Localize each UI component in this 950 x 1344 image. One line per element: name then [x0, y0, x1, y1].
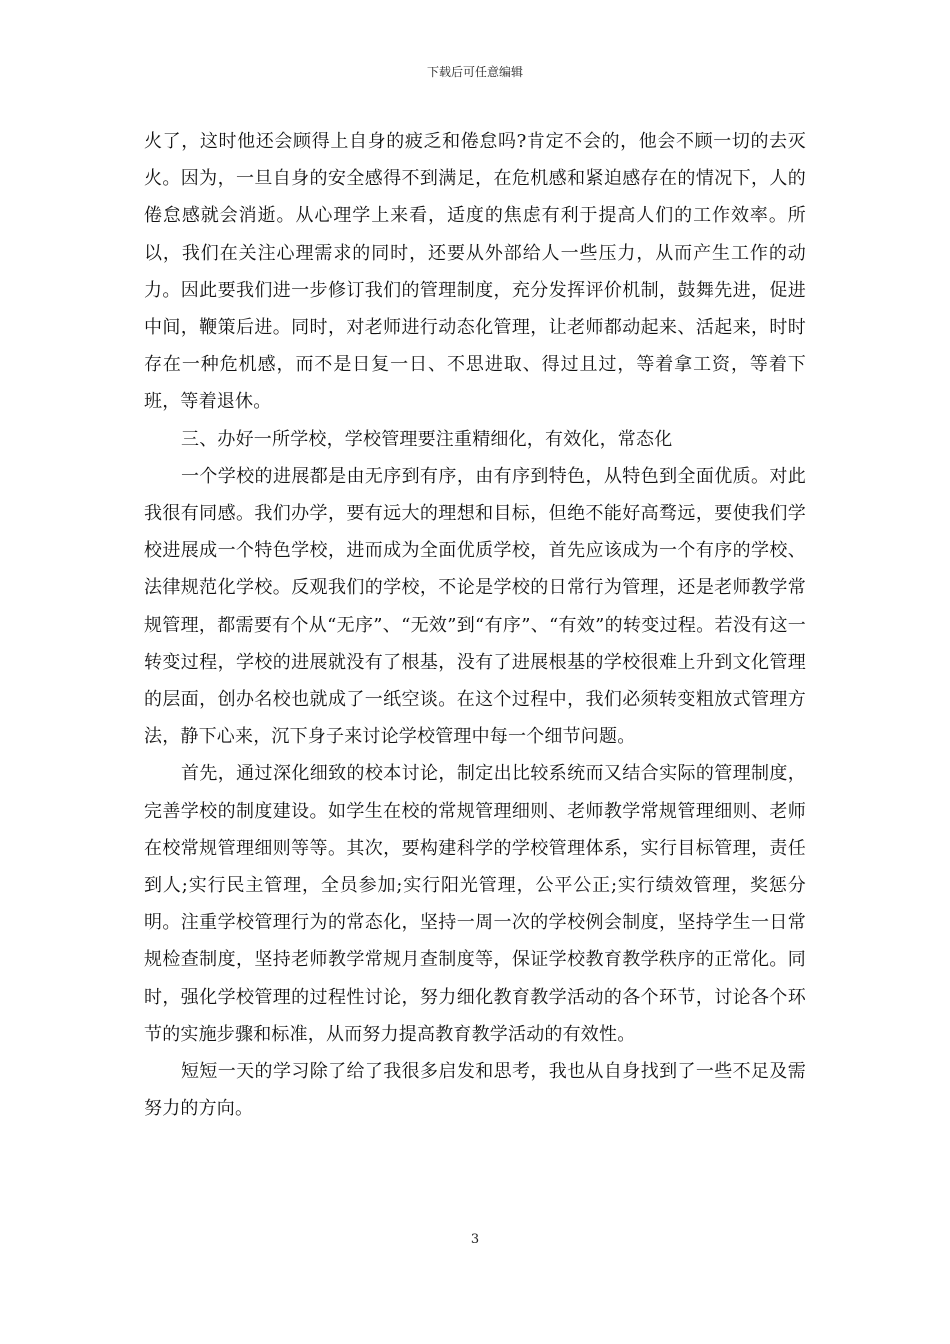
paragraph-continuation: 火了，这时他还会顾得上自身的疲乏和倦怠吗?肯定不会的，他会不顾一切的去灭火。因为，一旦自身的安全感得不到满足，在危机感和紧迫感存在的情况下，人的倦怠感就会消逝。从心理学上来看，适度的焦虑有利于提高人们的工作效率。所以，我们在关注心理需求的同时，还要从外部给人一些压力，从而产生工作的动力。因此要我们进一步修订我们的管理制度，充分发挥评价机制，鼓舞先进，促进中间，鞭策后进。同时，对老师进行动态化管理，让老师都动起来、活起来，时时存在一种危机感，而不是日复一日、不思进取、得过且过，等着拿工资，等着下班，等着退休。	[144, 131, 806, 413]
section-heading: 三、办好一所学校，学校管理要注重精细化，有效化，常态化	[181, 428, 673, 450]
paragraph: 首先，通过深化细致的校本讨论，制定出比较系统而又结合实际的管理制度，完善学校的制度建设。如学生在校的常规管理细则、老师教学常规管理细则、老师在校常规管理细则等等。其次，要构建科学的学校管理体系，实行目标管理，责任到人;实行民主管理，全员参加;实行阳光管理，公平公正;实行绩效管理，奖惩分明。注重学校管理行为的常态化，坚持一周一次的学校例会制度，坚持学生一日常规检查制度，坚持老师教学常规月查制度等，保证学校教育教学秩序的正常化。同时，强化学校管理的过程性讨论，努力细化教育教学活动的各个环节，讨论各个环节的实施步骤和标准，从而努力提高教育教学活动的有效性。	[144, 763, 806, 1045]
paragraph: 短短一天的学习除了给了我很多启发和思考，我也从自身找到了一些不足及需努力的方向。	[144, 1061, 806, 1120]
paragraph: 一个学校的进展都是由无序到有序，由有序到特色，从特色到全面优质。对此我很有同感。我们办学，要有远大的理想和目标，但绝不能好高骛远，要使我们学校进展成一个特色学校，进而成为全面优质学校，首先应该成为一个有序的学校、法律规范化学校。反观我们的学校，不论是学校的日常行为管理，还是老师教学常规管理，都需要有个从“无序”、“无效”到“有序”、“有效”的转变过程。若没有这一转变过程，学校的进展就没有了根基，没有了进展根基的学校很难上升到文化管理的层面，创办名校也就成了一纸空谈。在这个过程中，我们必须转变粗放式管理方法，静下心来，沉下身子来讨论学校管理中每一个细节问题。	[144, 465, 806, 748]
page-number: 3	[470, 1232, 480, 1247]
document-body	[144, 123, 806, 1127]
page-header: 下载后可任意编辑	[426, 65, 523, 79]
